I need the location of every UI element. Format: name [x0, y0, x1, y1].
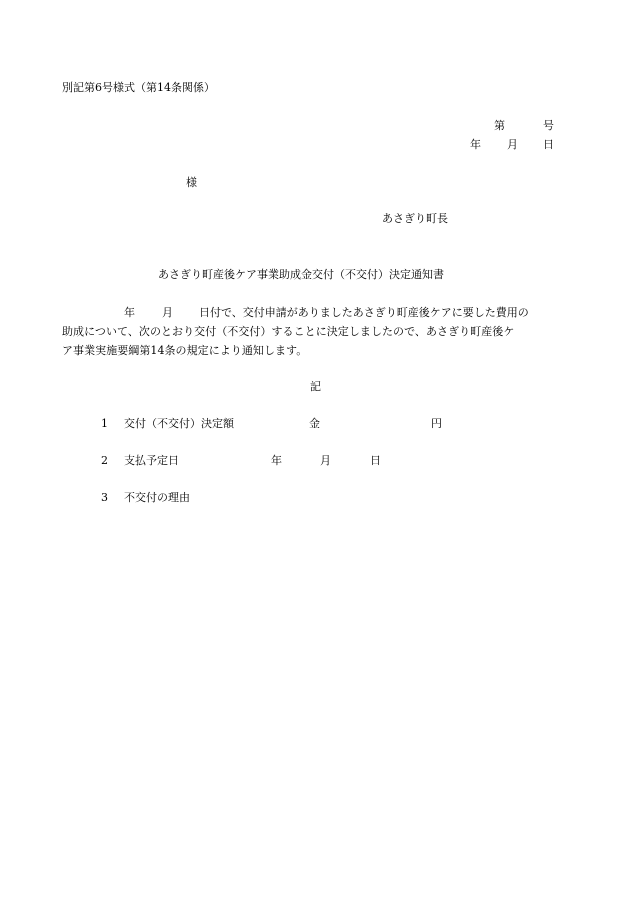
- doc-number-dai: 第: [494, 119, 505, 132]
- item-1-label: 交付（不交付）決定額: [124, 417, 234, 430]
- ki-heading: 記: [310, 380, 321, 393]
- body-date-year: 年: [124, 306, 135, 319]
- item-1-yen: 円: [431, 417, 442, 430]
- body-line1: 日付で、交付申請がありましたあさぎり町産後ケアに要した費用の: [199, 306, 529, 319]
- date-day: 日: [543, 138, 554, 151]
- date-month: 月: [507, 138, 518, 151]
- body-line3: ア事業実施要綱第14条の規定により通知します。: [62, 344, 308, 357]
- addressee-sama: 様: [186, 176, 197, 189]
- item-3-label: 不交付の理由: [124, 491, 190, 504]
- document-title: あさぎり町産後ケア事業助成金交付（不交付）決定通知書: [158, 268, 444, 281]
- item-2-day: 日: [370, 454, 381, 467]
- item-1-kin: 金: [309, 417, 320, 430]
- item-2-label: 支払予定日: [124, 454, 179, 467]
- item-2-month: 月: [320, 454, 331, 467]
- item-2-number: 2: [101, 454, 108, 467]
- form-label: 別記第6号様式（第14条関係）: [62, 81, 215, 94]
- date-year: 年: [470, 138, 481, 151]
- item-2-year: 年: [271, 454, 282, 467]
- sender-name: あさぎり町長: [382, 212, 448, 225]
- item-3-number: 3: [101, 491, 108, 504]
- body-line2: 助成について、次のとおり交付（不交付）することに決定しましたので、あさぎり町産後ケ: [62, 325, 515, 338]
- doc-number-go: 号: [543, 119, 554, 132]
- body-date-month: 月: [162, 306, 173, 319]
- item-1-number: 1: [101, 417, 108, 430]
